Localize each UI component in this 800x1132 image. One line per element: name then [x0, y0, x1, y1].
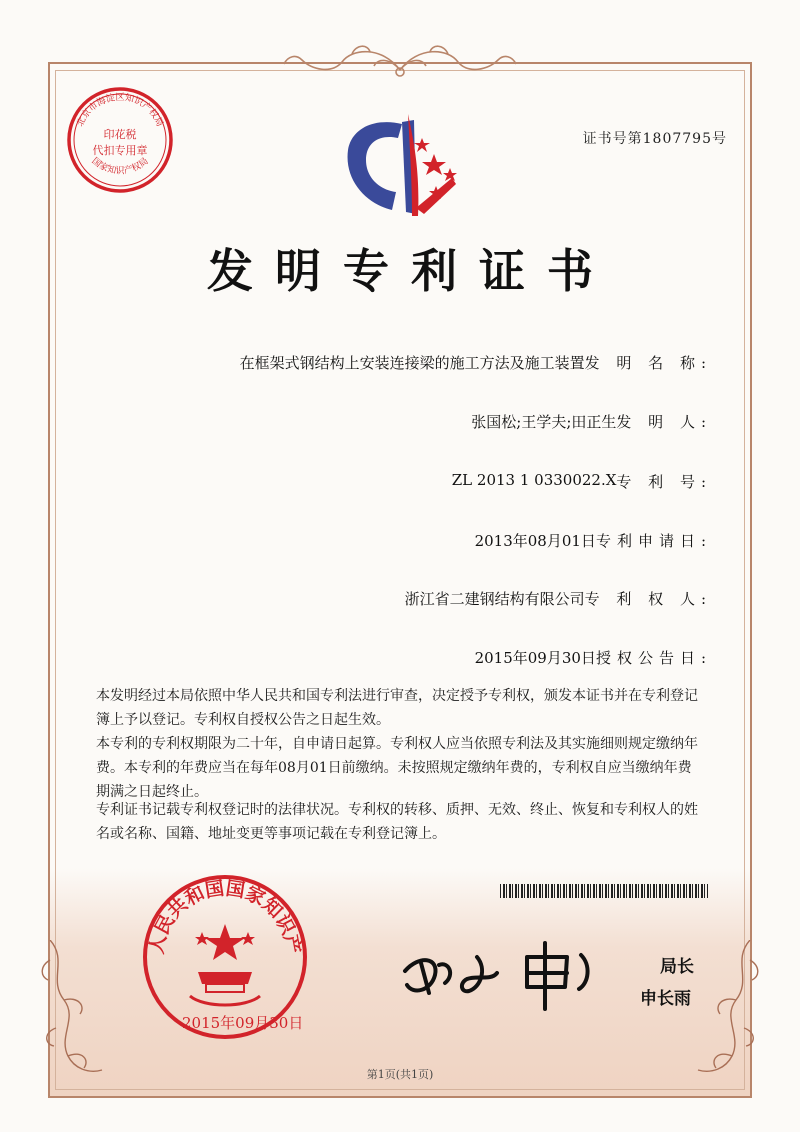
page-footer: 第1页(共1页) — [366, 1068, 434, 1081]
statement-paragraph-2 — [96, 732, 702, 804]
field-value: 2015年09月30日 — [474, 649, 596, 667]
seal-date: 2015年09月30日 — [182, 1014, 304, 1032]
field-label: 发 明 名 称: — [584, 354, 712, 372]
paragraph-text: 本专利的专利权期限为二十年，自申请日起算。专利权人应当依照专利法及其实施细则规定缴纳年费。本专利的年费应当在每年08月01日前缴纳。未按照规定缴纳年费的，专利权自应当缴纳年费期满之日起终止。 — [96, 736, 698, 800]
field-value: ZL 2013 1 0330022.X — [451, 471, 617, 489]
field-value: 浙江省二建钢结构有限公司 — [404, 590, 585, 608]
field-inventors — [471, 411, 712, 432]
statement-paragraph-3 — [96, 798, 702, 846]
top-ornament — [282, 40, 518, 88]
director-signature — [395, 935, 605, 1019]
field-label: 专 利 号: — [616, 473, 712, 491]
field-label: 专利申请日: — [595, 532, 712, 550]
field-value: 张国松;王学夫;田正生 — [471, 413, 617, 431]
paragraph-text: 专利证书记载专利权登记时的法律状况。专利权的转移、质押、无效、终止、恢复和专利权人的姓名或名称、国籍、地址变更等事项记载在专利登记簿上。 — [96, 802, 698, 842]
field-invention-name — [240, 352, 712, 373]
field-label: 授权公告日: — [595, 649, 712, 667]
field-value: 在框架式钢结构上安装连接梁的施工方法及施工装置 — [239, 354, 585, 372]
certificate-title: 发明专利证书 — [207, 244, 615, 298]
field-application-date — [475, 530, 712, 551]
field-patentee — [405, 588, 712, 609]
signatory-name: 申长雨 — [640, 989, 691, 1009]
field-patent-number — [452, 471, 712, 492]
barcode — [500, 884, 708, 898]
field-value: 2013年08月01日 — [474, 532, 596, 550]
field-grant-date — [475, 647, 712, 668]
seal-name-text: 人民共和国国家知识产 — [145, 877, 305, 956]
patent-office-logo — [340, 112, 470, 226]
paragraph-text: 本发明经过本局依照中华人民共和国专利法进行审查，决定授予专利权，颁发本证书并在专利登记簿上予以登记。专利权自授权公告之日起生效。 — [96, 688, 698, 728]
field-label: 专 利 权 人: — [584, 590, 712, 608]
field-label: 发 明 人: — [616, 413, 712, 431]
tax-stamp-line-2: 代扣专用章 — [92, 144, 148, 157]
signatory-title: 局长 — [660, 957, 694, 977]
tax-stamp-line-1: 印花税 — [103, 128, 137, 141]
statement-paragraph-1 — [96, 684, 702, 732]
certificate-number: 证书号第1807795号 — [582, 131, 727, 147]
tax-stamp-ring-text: 北京市海淀区知识产权局 — [75, 93, 165, 129]
tax-stamp-seal — [64, 84, 176, 200]
tax-stamp-bottom-text: 国家知识产权局 — [89, 156, 151, 177]
